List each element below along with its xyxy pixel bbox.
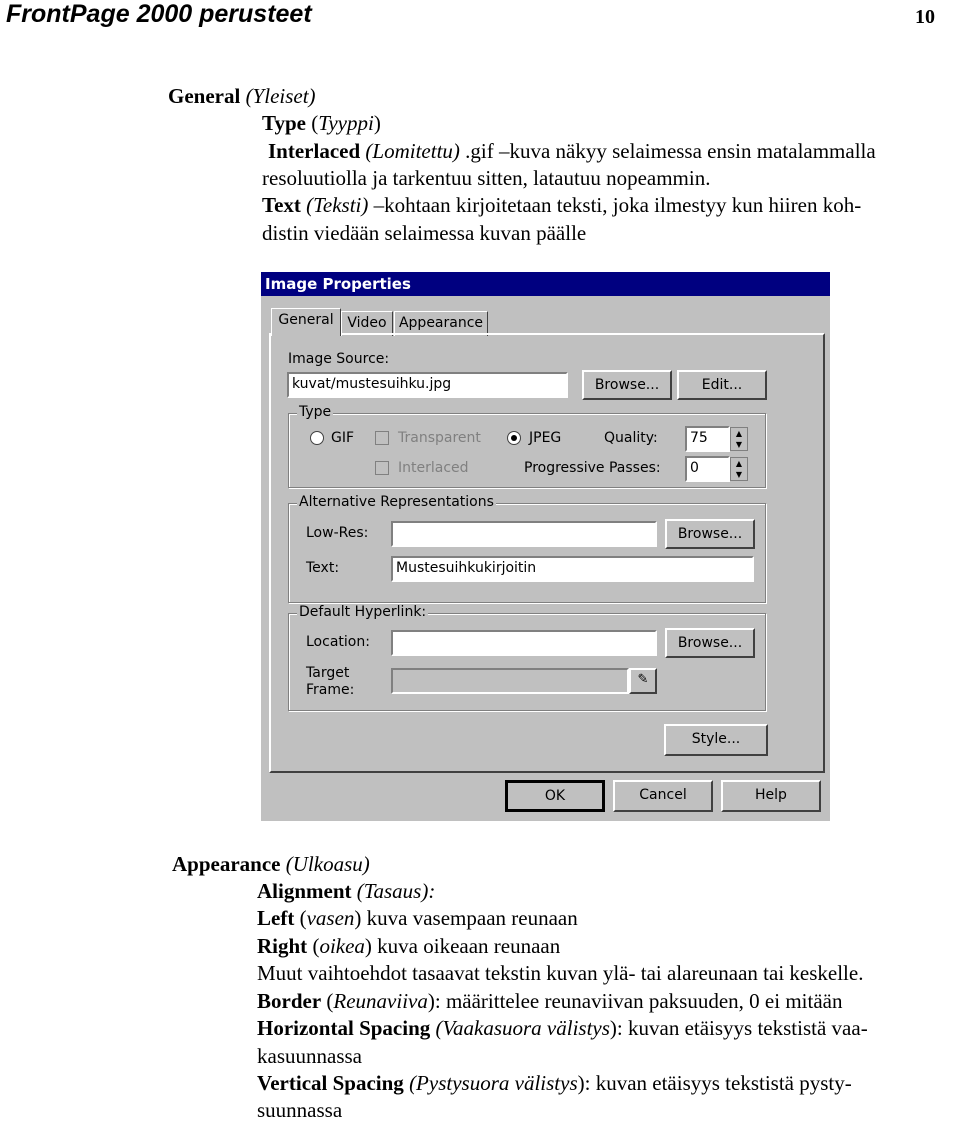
progressive-passes-input[interactable]: 0 [685, 456, 730, 482]
left-paragraph: Left (vasen) kuva vasempaan reunaan [257, 906, 578, 930]
transparent-checkbox[interactable] [375, 431, 389, 445]
ok-button[interactable]: OK [505, 780, 605, 812]
text-paragraph-line2: distin viedään selaimessa kuvan päälle [262, 221, 587, 245]
low-res-input[interactable] [391, 521, 657, 547]
edit-image-button[interactable]: Edit... [677, 370, 767, 400]
low-res-label: Low-Res: [306, 525, 369, 541]
target-frame-label-line2: Frame: [306, 682, 355, 698]
interlaced-paragraph [268, 139, 876, 163]
dialog-titlebar [261, 272, 830, 296]
right-translation: oikea [319, 934, 365, 958]
border-term: Border [257, 989, 322, 1013]
horizontal-spacing-term: Horizontal Spacing [257, 1016, 431, 1040]
other-options-paragraph: Muut vaihtoehdot tasaavat tekstin kuvan ylä- tai alareunaan tai keskelle. [257, 961, 864, 985]
tab-video[interactable]: Video [341, 311, 393, 336]
browse-low-res-button[interactable]: Browse... [665, 519, 755, 549]
interlaced-label: Interlaced [398, 460, 469, 476]
interlaced-desc: .gif –kuva näkyy selaimessa ensin matalammalla [459, 139, 876, 163]
gif-radio[interactable] [310, 431, 324, 445]
text-desc: –kohtaan kirjoitetaan teksti, joka ilmestyy kun hiiren koh- [368, 193, 862, 217]
left-term: Left [257, 906, 295, 930]
left-translation: vasen [306, 906, 355, 930]
transparent-label: Transparent [398, 430, 481, 446]
gif-label: GIF [331, 430, 355, 446]
vertical-spacing-paragraph-line2: suunnassa [257, 1098, 343, 1122]
quality-input[interactable]: 75 [685, 426, 730, 452]
appearance-translation: (Ulkoasu) [280, 852, 370, 876]
general-translation: (Yleiset) [240, 84, 316, 108]
left-desc: ) kuva vasempaan reunaan [354, 906, 578, 930]
vertical-spacing-term: Vertical Spacing [257, 1071, 404, 1095]
alternative-representations-legend: Alternative Representations [299, 494, 494, 510]
text-term: Text [262, 193, 301, 217]
type-term: Type [262, 111, 306, 135]
image-properties-dialog [261, 272, 830, 821]
jpeg-radio[interactable] [507, 431, 521, 445]
text-paragraph [262, 193, 861, 217]
image-source-label: Image Source: [288, 351, 390, 367]
document-header-title: FrontPage 2000 perusteet [6, 0, 312, 28]
dialog-title: Image Properties [265, 275, 411, 293]
horizontal-spacing-paragraph-line2: kasuunnassa [257, 1044, 362, 1068]
location-input[interactable] [391, 630, 657, 656]
horizontal-spacing-paragraph [257, 1016, 868, 1040]
general-heading [168, 84, 316, 108]
interlaced-paragraph-line2: resoluutiolla ja tarkentuu sitten, latautuu nopeammin. [262, 166, 711, 190]
interlaced-term: Interlaced [268, 139, 361, 163]
progressive-passes-spinner[interactable]: ▲ ▼ [730, 457, 748, 481]
alignment-translation: (Tasaus): [351, 879, 436, 903]
target-frame-input[interactable] [391, 668, 629, 694]
alt-text-input[interactable]: Mustesuihkukirjoitin [391, 556, 754, 582]
image-source-input[interactable]: kuvat/mustesuihku.jpg [287, 372, 568, 398]
type-legend: Type [299, 404, 332, 420]
right-term: Right [257, 934, 308, 958]
vertical-spacing-translation: (Pystysuora välistys [409, 1071, 578, 1095]
tab-general[interactable]: General [271, 308, 341, 336]
border-translation: Reunaviiva [333, 989, 428, 1013]
help-button[interactable]: Help [721, 780, 821, 812]
text-translation: (Teksti) [300, 193, 369, 217]
vertical-spacing-desc: ): kuvan etäisyys tekstistä pysty- [577, 1071, 852, 1095]
quality-spinner[interactable]: ▲ ▼ [730, 427, 748, 451]
interlaced-checkbox[interactable] [375, 461, 389, 475]
type-translation: Tyyppi [318, 111, 374, 135]
horizontal-spacing-translation: (Vaakasuora välistys [435, 1016, 610, 1040]
type-heading [262, 111, 381, 135]
interlaced-translation: (Lomitettu) [360, 139, 460, 163]
alternative-representations-group [288, 503, 766, 603]
border-desc: ): määrittelee reunaviivan paksuuden, 0 ei mitään [427, 989, 843, 1013]
right-paragraph: Right (oikea) kuva oikeaan reunaan [257, 934, 561, 958]
browse-location-button[interactable]: Browse... [665, 628, 755, 658]
general-term: General [168, 84, 241, 108]
quality-label: Quality: [604, 430, 658, 446]
browse-image-button[interactable]: Browse... [582, 370, 672, 400]
alignment-term: Alignment [257, 879, 352, 903]
tab-appearance[interactable]: Appearance [394, 311, 488, 336]
appearance-term: Appearance [172, 852, 281, 876]
default-hyperlink-legend: Default Hyperlink: [299, 604, 427, 620]
jpeg-label: JPEG [529, 430, 562, 446]
border-paragraph: Border (Reunaviiva): määrittelee reunaviivan paksuuden, 0 ei mitään [257, 989, 843, 1013]
alignment-heading [257, 879, 435, 903]
page-number: 10 [915, 6, 935, 28]
type-close-paren: ) [373, 111, 381, 135]
right-desc: ) kuva oikeaan reunaan [364, 934, 561, 958]
horizontal-spacing-desc: ): kuvan etäisyys tekstistä vaa- [609, 1016, 868, 1040]
target-frame-edit-button[interactable]: ✎ [629, 668, 657, 694]
progressive-passes-label: Progressive Passes: [524, 460, 661, 476]
appearance-heading [172, 852, 370, 876]
target-frame-label-line1: Target [306, 665, 350, 681]
location-label: Location: [306, 634, 370, 650]
alt-text-label: Text: [306, 560, 340, 576]
style-button[interactable]: Style... [664, 724, 768, 756]
vertical-spacing-paragraph [257, 1071, 852, 1095]
type-open-paren: ( [305, 111, 319, 135]
cancel-button[interactable]: Cancel [613, 780, 713, 812]
